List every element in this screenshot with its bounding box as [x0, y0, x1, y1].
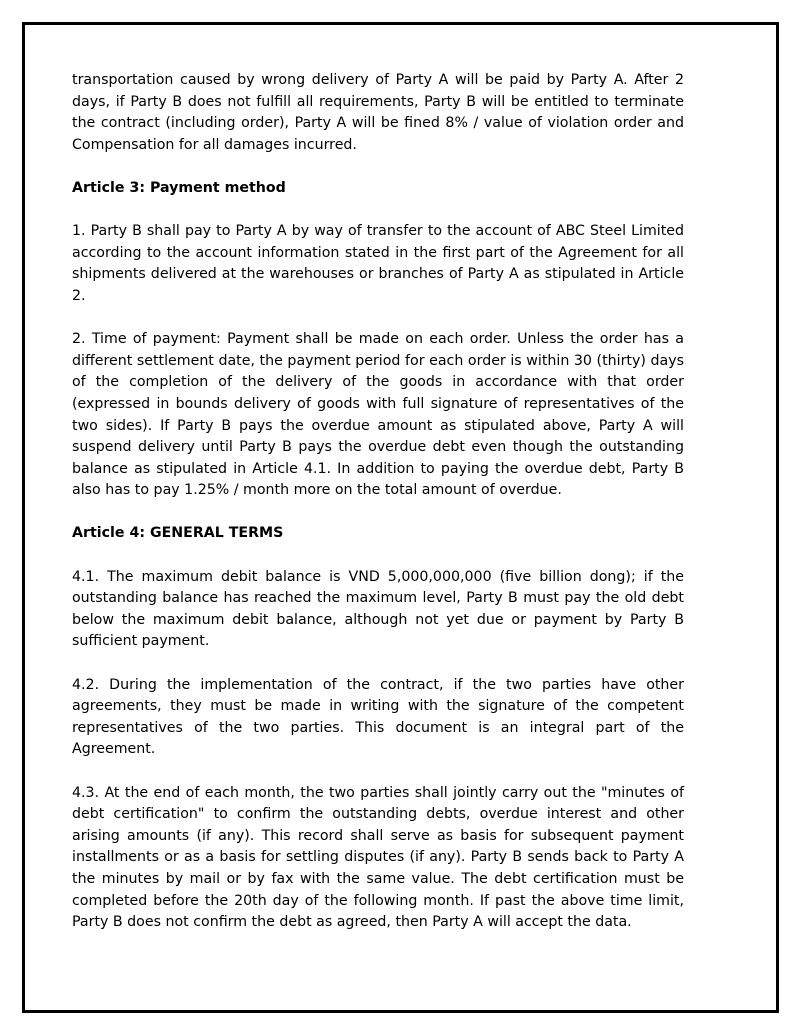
- paragraph-time-of-payment: 2. Time of payment: Payment shall be made on each order. Unless the order has a different settlement date, the payment period for each order is within 30 (thirty) days of the completion of the delivery of the goods in accordance with that order (expressed in bounds delivery of goods with full signature of representatives of the two sides). If Party B pays the overdue amount as stipulated above, Party A will suspend delivery until Party B pays the overdue debt even though the outstanding balance as stipulated in Article 4.1. In addition to paying the overdue debt, Party B also has to pay 1.25% / month more on the total amount of overdue.: [72, 331, 684, 499]
- heading-article-4: Article 4: GENERAL TERMS: [72, 525, 284, 542]
- paragraph-payment-transfer: 1. Party B shall pay to Party A by way of transfer to the account of ABC Steel Limited according to the account information stated in the first part of the Agreement for all shipments delivered at the warehouses or branches of Party A as stipulated in Article 2.: [72, 223, 684, 304]
- paragraph-clause-4-2: 4.2. During the implementation of the contract, if the two parties have other agreements, they must be made in writing with the signature of the competent representatives of the two parties. This document is an integral part of the Agreement.: [72, 676, 684, 758]
- paragraph-clause-4-1: 4.1. The maximum debit balance is VND 5,000,000,000 (five billion dong); if the outstanding balance has reached the maximum level, Party B must pay the old debt below the maximum debit balance, although not yet due or payment by Party B sufficient payment.: [72, 568, 684, 650]
- paragraph-clause-4-3: 4.3. At the end of each month, the two parties shall jointly carry out the "minutes of debt certification" to confirm the outstanding debts, overdue interest and other arising amounts (if any). This record shall serve as basis for subsequent payment installments or as a basis for settling disputes (if any). Party B sends back to Party A the minutes by mail or by fax with the same value. The debt certification must be completed before the 20th day of the following month. If past the above time limit, Party B does not confirm the debt as agreed, then Party A will accept the data.: [72, 784, 684, 931]
- document-body: [72, 70, 684, 934]
- heading-article-3: Article 3: Payment method: [72, 179, 286, 196]
- paragraph-transportation-penalty: transportation caused by wrong delivery of Party A will be paid by Party A. After 2 days, if Party B does not fulfill all requirements, Party B will be entitled to terminate the contract (including order), Party A will be fined 8% / value of violation order and Compensation for all damages incurred.: [72, 72, 684, 153]
